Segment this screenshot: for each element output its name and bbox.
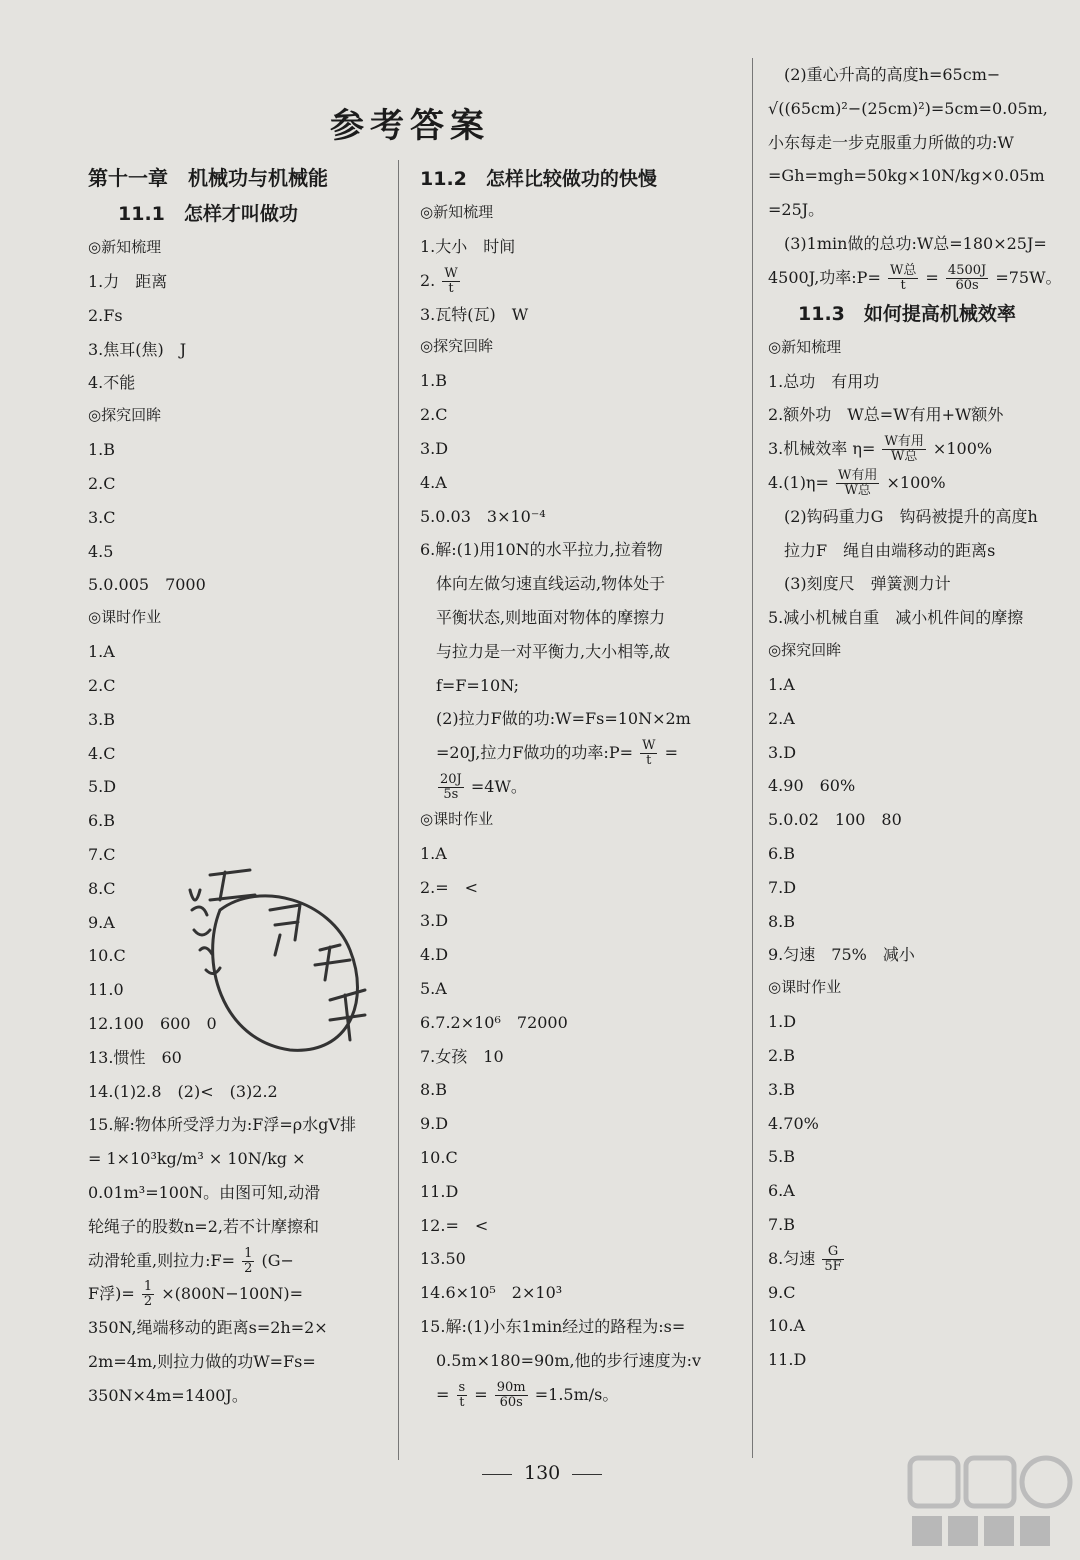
answer-line: 8.C <box>88 878 116 898</box>
answer-text: 3.机械效率 η= <box>768 439 876 459</box>
answer-line: (3)刻度尺 弹簧测力计 <box>784 574 951 594</box>
answer-line: 4.90 60% <box>768 776 856 796</box>
answer-line: 2.额外功 W总=W有用+W额外 <box>768 405 1004 425</box>
subheading: ◎新知梳理 <box>88 238 162 256</box>
answer-text: ×100% <box>932 439 993 459</box>
solution-line: 15.解:(1)小东1min经过的路程为:s= <box>420 1316 686 1336</box>
answer-line: 3.D <box>768 742 797 762</box>
solution-text: =75W。 <box>995 267 1062 287</box>
fraction <box>495 1381 528 1410</box>
answer-line: 2.B <box>768 1045 796 1065</box>
answer-line: 10.C <box>420 1147 458 1167</box>
solution-line: 0.5m×180=90m,他的步行速度为:v <box>436 1350 702 1370</box>
section-heading: 11.1 怎样才叫做功 <box>118 203 298 225</box>
answer-line: 3.B <box>88 709 116 729</box>
solution-line: =25J。 <box>768 200 825 220</box>
answer-line: 10.A <box>768 1316 805 1336</box>
answer-line <box>768 432 1068 466</box>
fraction-denominator: W总 <box>890 449 918 465</box>
subheading: ◎课时作业 <box>768 978 842 997</box>
solution-line: 与拉力是一对平衡力,大小相等,故 <box>436 641 671 661</box>
answer-line: 6.A <box>768 1181 795 1201</box>
solution-line: 小东每走一步克服重力所做的功:W <box>768 132 1014 152</box>
answer-line: 11.0 <box>88 980 124 1000</box>
solution-text: = <box>474 1384 488 1404</box>
solution-text: =20J,拉力F做功的功率:P= <box>436 743 633 763</box>
solution-line: (3)1min做的总功:W总=180×25J= <box>784 233 1047 253</box>
solution-line: =Gh=mgh=50kg×10N/kg×0.05m <box>768 166 1045 186</box>
subheading: ◎新知梳理 <box>420 203 494 221</box>
fraction-denominator: t <box>646 753 652 769</box>
answer-line: 1.A <box>88 642 115 662</box>
answer-line: 5.A <box>420 978 447 998</box>
fraction-denominator: 5F <box>824 1258 842 1274</box>
answer-line: 7.B <box>768 1214 796 1234</box>
fraction <box>836 469 879 498</box>
fraction <box>946 264 988 293</box>
page-number-text: 130 <box>524 1462 561 1484</box>
answer-line <box>768 1242 1068 1276</box>
solution-line: (2)重心升高的高度h=65cm− <box>784 65 1001 84</box>
answer-line: 4.A <box>420 472 447 492</box>
solution-text: 动滑轮重,则拉力:F= <box>88 1250 235 1270</box>
answer-line: (2)钩码重力G 钩码被提升的高度h <box>784 506 1038 526</box>
solution-line: 15.解:物体所受浮力为:F浮=ρ水gV排 <box>88 1115 356 1135</box>
subheading: ◎新知梳理 <box>768 337 842 356</box>
solution-line <box>420 770 740 804</box>
answer-line: 8.B <box>768 911 796 931</box>
answer-line: 5.减小机械自重 减小机件间的摩擦 <box>768 608 1024 628</box>
subheading: ◎探究回眸 <box>88 406 162 425</box>
fraction <box>882 435 925 464</box>
solution-text: 4500J,功率:P= <box>768 267 881 287</box>
handwritten-stamp <box>180 850 380 1080</box>
chapter-heading: 第十一章 机械功与机械能 <box>88 166 328 190</box>
column-divider-2 <box>752 58 753 1458</box>
answer-line: 6.B <box>768 843 796 863</box>
answer-line: 2.Fs <box>88 305 123 325</box>
solution-line: 2m=4m,则拉力做的功W=Fs= <box>88 1351 316 1371</box>
answer-line: 4.D <box>420 945 449 965</box>
fraction-numerator: 20J <box>440 771 462 787</box>
answer-line: 11.D <box>768 1350 807 1370</box>
subheading: ◎探究回眸 <box>420 337 494 356</box>
fraction-numerator: s <box>458 1379 466 1395</box>
column-3 <box>768 58 1068 1377</box>
solution-line <box>88 1277 388 1311</box>
answer-line: 拉力F 绳自由端移动的距离s <box>784 540 996 560</box>
fraction-denominator: 5s <box>443 786 459 802</box>
answer-line: 13.惯性 60 <box>88 1047 182 1067</box>
fraction-denominator: 2 <box>244 1260 253 1276</box>
answer-line: 9.D <box>420 1114 449 1134</box>
fraction <box>888 264 918 293</box>
fraction <box>640 739 657 768</box>
answer-line: 2.A <box>768 708 795 728</box>
fraction <box>142 1280 154 1309</box>
answer-line: 7.女孩 10 <box>420 1046 504 1066</box>
answer-line: 1.A <box>768 674 795 694</box>
page-number <box>470 1462 614 1484</box>
answer-line: 14.(1)2.8 (2)< (3)2.2 <box>88 1081 278 1101</box>
solution-text: = <box>925 267 939 287</box>
answer-line: 5.B <box>768 1147 796 1167</box>
answer-line: 9.C <box>768 1282 796 1302</box>
answer-line: 6.7.2×10⁶ 72000 <box>420 1012 568 1032</box>
column-2 <box>420 160 740 1411</box>
solution-text: =4W。 <box>470 776 527 796</box>
fraction-denominator: 2 <box>143 1294 153 1310</box>
fraction-numerator: W有用 <box>884 434 924 450</box>
fraction-numerator: 1 <box>143 1279 153 1295</box>
answer-line: 3.焦耳(焦) J <box>88 339 187 359</box>
answer-line: 5.0.005 7000 <box>88 575 206 595</box>
answer-line: 4.5 <box>88 541 114 561</box>
section-heading: 11.3 如何提高机械效率 <box>798 302 1016 325</box>
answer-line: 7.D <box>768 877 797 897</box>
answer-line: 11.D <box>420 1181 459 1201</box>
answer-line: 9.匀速 75% 减小 <box>768 945 915 965</box>
fraction-denominator: 60s <box>499 1394 523 1410</box>
column-1 <box>88 160 388 1413</box>
subheading: ◎课时作业 <box>88 608 162 627</box>
solution-text: =1.5m/s。 <box>534 1384 619 1404</box>
solution-line: f=F=10N; <box>436 675 520 695</box>
answer-line: 1.总功 有用功 <box>768 371 880 391</box>
answer-line: 5.0.02 100 80 <box>768 810 902 830</box>
answer-line: 9.A <box>88 912 115 932</box>
solution-line <box>420 1378 740 1412</box>
answer-line <box>420 264 740 298</box>
dash-right <box>572 1474 602 1475</box>
answer-line: 1.大小 时间 <box>420 237 516 256</box>
fraction-denominator: t <box>448 280 454 296</box>
solution-line: √((65cm)²−(25cm)²)=5cm=0.05m, <box>768 98 1048 118</box>
solution-line <box>420 736 740 770</box>
fraction-numerator: G <box>822 1245 843 1260</box>
answer-line: 1.D <box>768 1012 797 1032</box>
solution-line: 350N×4m=1400J。 <box>88 1385 248 1405</box>
answer-line: 14.6×10⁵ 2×10³ <box>420 1283 563 1303</box>
fraction-numerator: 4500J <box>947 262 987 278</box>
solution-line <box>768 261 1068 295</box>
answer-line: 2.C <box>420 405 448 425</box>
solution-line: = 1×10³kg/m³ × 10N/kg × <box>88 1149 306 1169</box>
answer-line <box>768 466 1068 500</box>
answer-line: 1.B <box>420 371 448 391</box>
fraction-numerator: W有用 <box>838 467 878 483</box>
solution-text: = <box>664 743 678 763</box>
solution-text: = <box>436 1384 450 1404</box>
answer-text: ×100% <box>886 472 946 492</box>
fraction <box>457 1381 468 1410</box>
section-heading: 11.2 怎样比较做功的快慢 <box>420 168 657 190</box>
fraction-numerator: W总 <box>889 262 917 278</box>
solution-line: 350N,绳端移动的距离s=2h=2× <box>88 1318 328 1338</box>
answer-line: 4.70% <box>768 1113 819 1133</box>
answer-line: 2.C <box>88 473 116 493</box>
answer-line: 13.50 <box>420 1249 466 1269</box>
solution-line: 平衡状态,则地面对物体的摩擦力 <box>436 607 666 627</box>
answer-line: 5.0.03 3×10⁻⁴ <box>420 506 546 526</box>
fraction-denominator: 60s <box>955 277 979 293</box>
answer-line: 8.B <box>420 1080 448 1100</box>
solution-line: 0.01m³=100N。由图可知,动滑 <box>88 1182 321 1202</box>
solution-line: 体向左做匀速直线运动,物体处于 <box>436 574 666 594</box>
dash-left <box>482 1474 512 1475</box>
subheading: ◎探究回眸 <box>768 640 842 659</box>
answer-line: 4.不能 <box>88 373 136 393</box>
page-title: 参考答案 <box>330 106 490 146</box>
fraction-denominator: t <box>459 1394 465 1410</box>
fraction-numerator: W <box>642 738 656 754</box>
answer-line: 2.= < <box>420 877 479 897</box>
answer-line: 10.C <box>88 946 126 966</box>
answer-line: 1.力 距离 <box>88 272 168 291</box>
answer-text: 4.(1)η= <box>768 472 829 492</box>
fraction-denominator: t <box>900 277 906 293</box>
solution-line: 6.解:(1)用10N的水平拉力,拉着物 <box>420 540 663 560</box>
answer-line: 3.瓦特(瓦) W <box>420 304 529 324</box>
answer-text: 8.匀速 <box>768 1248 816 1268</box>
solution-line: 轮绳子的股数n=2,若不计摩擦和 <box>88 1216 319 1236</box>
solution-line <box>88 1244 388 1278</box>
column-divider-1 <box>398 160 399 1460</box>
answer-line: 3.D <box>420 438 449 458</box>
answer-line: 3.D <box>420 911 449 931</box>
answer-line: 1.A <box>420 843 447 863</box>
fraction <box>822 1245 843 1274</box>
fraction <box>442 267 459 296</box>
fraction-numerator: 1 <box>244 1245 253 1261</box>
answer-line: 12.100 600 0 <box>88 1013 217 1033</box>
fraction-numerator: 90m <box>496 1379 526 1395</box>
subheading: ◎课时作业 <box>420 809 494 828</box>
fraction-denominator: W总 <box>844 482 871 498</box>
answer-line: 1.B <box>88 440 116 460</box>
answer-line: 12.= < <box>420 1215 489 1235</box>
fraction-numerator: W <box>444 265 458 281</box>
solution-line: (2)拉力F做的功:W=Fs=10N×2m <box>436 709 691 729</box>
fraction <box>438 773 464 802</box>
answer-line: 4.C <box>88 743 116 763</box>
solution-text: F浮)= <box>88 1284 135 1304</box>
answer-line: 3.B <box>768 1079 796 1099</box>
site-watermark-logo <box>900 1450 1080 1560</box>
solution-text: ×(800N−100N)= <box>161 1284 304 1304</box>
answer-line: 7.C <box>88 844 116 864</box>
answer-line: 5.D <box>88 777 117 797</box>
answer-line: 2.C <box>88 675 116 695</box>
fraction <box>242 1247 254 1276</box>
answer-line: 3.C <box>88 507 116 527</box>
answer-line: 6.B <box>88 811 116 831</box>
answer-text: 2. <box>420 270 436 290</box>
solution-text: (G− <box>261 1250 294 1270</box>
